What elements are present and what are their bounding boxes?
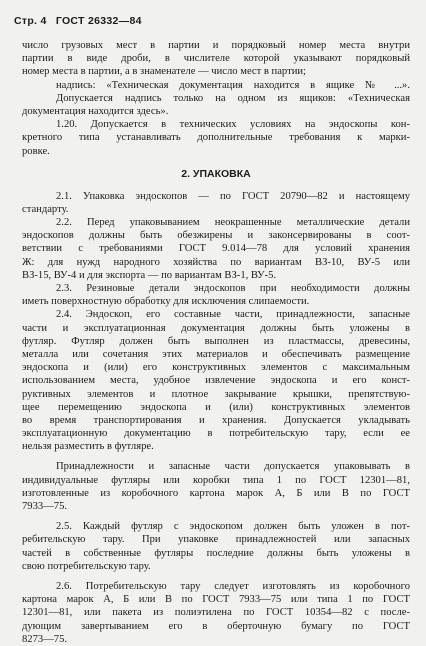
text-line: эндоскопа и (или) его конструктивных элементов с максимальным bbox=[22, 362, 410, 374]
standard-number: ГОСТ 26332—84 bbox=[55, 15, 142, 27]
text-line: во время транспортирования и хранения. Допускается укладывать bbox=[22, 414, 410, 426]
inscription-paragraph bbox=[22, 79, 410, 119]
text-line: частей в собственные футляры последние должны быть уложены в bbox=[22, 547, 410, 559]
text-line: части и эксплуатационная документация должны быть уложены в bbox=[22, 322, 410, 334]
text-line: номер места в партии, а в знаменателе — число мест в партии; bbox=[22, 66, 306, 78]
text-line: документация находится здесь». bbox=[22, 105, 169, 117]
text-line: металла или сочетания этих материалов и обеспечивать размещение bbox=[22, 348, 410, 360]
text-line: стандарту. bbox=[22, 203, 69, 215]
text-line: эксплуатационную документацию в потребительскую тару, если ее bbox=[22, 428, 410, 440]
text-line: 2.5. Каждый футляр с эндоскопом должен быть уложен в пот- bbox=[56, 521, 410, 533]
text-line: 1.20. Допускается в технических условиях на эндоскопы кон- bbox=[56, 119, 410, 131]
text-line: Принадлежности и запасные части допускается упаковывать в bbox=[56, 461, 410, 473]
section-title: 2. УПАКОВКА bbox=[181, 167, 251, 180]
text-line: ВЗ-15, ВУ-4 и для экспорта — по вариантам ВЗ-1, ВУ-5. bbox=[22, 269, 277, 281]
text-line: картона марок А, Б или В по ГОСТ 7933—75 или типа 1 по ГОСТ bbox=[22, 594, 410, 606]
text-line: ветствии с требованиями ГОСТ 9.014—78 для условий хранения bbox=[22, 243, 410, 255]
intro-paragraph bbox=[22, 39, 410, 79]
text-line: Ж: для нужд народного хозяйства по вариантам ВЗ-10, ВУ-5 или bbox=[22, 256, 410, 268]
text-line: кретного типа устанавливать дополнительные требования к марки- bbox=[22, 132, 410, 144]
text-line: Допускается надпись только на одном из ящиков: «Техническая bbox=[56, 92, 410, 104]
text-line: свою потребительскую тару. bbox=[22, 560, 151, 572]
text-line: надпись: «Техническая документация находится в ящике № ...». bbox=[56, 79, 410, 91]
paragraph-2-6 bbox=[22, 580, 410, 646]
text-line: футляр. Футляр должен быть выполнен из пластмассы, древесины, bbox=[22, 335, 410, 347]
text-line: 2.2. Перед упаковыванием неокрашенные металлические детали bbox=[56, 217, 410, 229]
paragraph-2-1 bbox=[22, 190, 410, 216]
page-number: Стр. 4 bbox=[14, 15, 47, 27]
paragraph-2-2 bbox=[22, 216, 410, 282]
text-line: ровке. bbox=[22, 145, 50, 157]
text-line: иметь поверхностную обработку для исключения слипаемости. bbox=[22, 296, 310, 308]
text-line: 7933—75. bbox=[22, 501, 68, 512]
text-line: дующим завертыванием его в оберточную бумагу по ГОСТ bbox=[22, 620, 410, 632]
text-line: руктивных элементов и плотное закрывание крышки, препятствую- bbox=[22, 388, 410, 400]
text-line: 2.1. Упаковка эндоскопов — по ГОСТ 20790—82 и настоящему bbox=[56, 190, 410, 202]
page-header bbox=[14, 15, 142, 27]
text-line: щее перемещению эндоскопа и (или) конструктивных элементов bbox=[22, 401, 410, 413]
paragraph-2-3 bbox=[22, 282, 410, 308]
paragraph-2-4 bbox=[22, 308, 410, 453]
text-line: нельзя разместить в футляре. bbox=[22, 441, 154, 453]
paragraph-2-5 bbox=[22, 520, 410, 573]
text-line: изготовленные из коробочного картона марок А, Б или В по ГОСТ bbox=[22, 487, 410, 499]
text-line: эндоскопов должны быть обезжирены и законсервированы в соот- bbox=[22, 230, 410, 242]
text-line: индивидуальные футляры или коробки типа 1 по ГОСТ 12301—81, bbox=[22, 474, 410, 486]
text-line: число грузовых мест в партии и порядковый номер места внутри bbox=[22, 40, 410, 51]
paragraph-accessories bbox=[22, 460, 410, 513]
paragraph-1-20 bbox=[22, 118, 410, 158]
text-line: 12301—81, или пакета из полиэтилена по ГОСТ 10354—82 с после- bbox=[22, 607, 410, 619]
text-line: использованием места, удобное извлечение эндоскопа и его конст- bbox=[22, 375, 410, 387]
text-line: 8273—75. bbox=[22, 633, 68, 645]
text-line: партии в виде дроби, в числителе которой указывают порядковый bbox=[22, 53, 410, 65]
text-line: ребительскую тару. При упаковке принадлежностей или запасных bbox=[22, 534, 410, 546]
text-line: 2.4. Эндоскоп, его составные части, принадлежности, запасные bbox=[56, 309, 410, 321]
text-line: 2.6. Потребительскую тару следует изготовлять из коробочного bbox=[56, 580, 410, 592]
document-body bbox=[22, 39, 410, 646]
text-line: 2.3. Резиновые детали эндоскопов при необходимости должны bbox=[56, 283, 410, 294]
